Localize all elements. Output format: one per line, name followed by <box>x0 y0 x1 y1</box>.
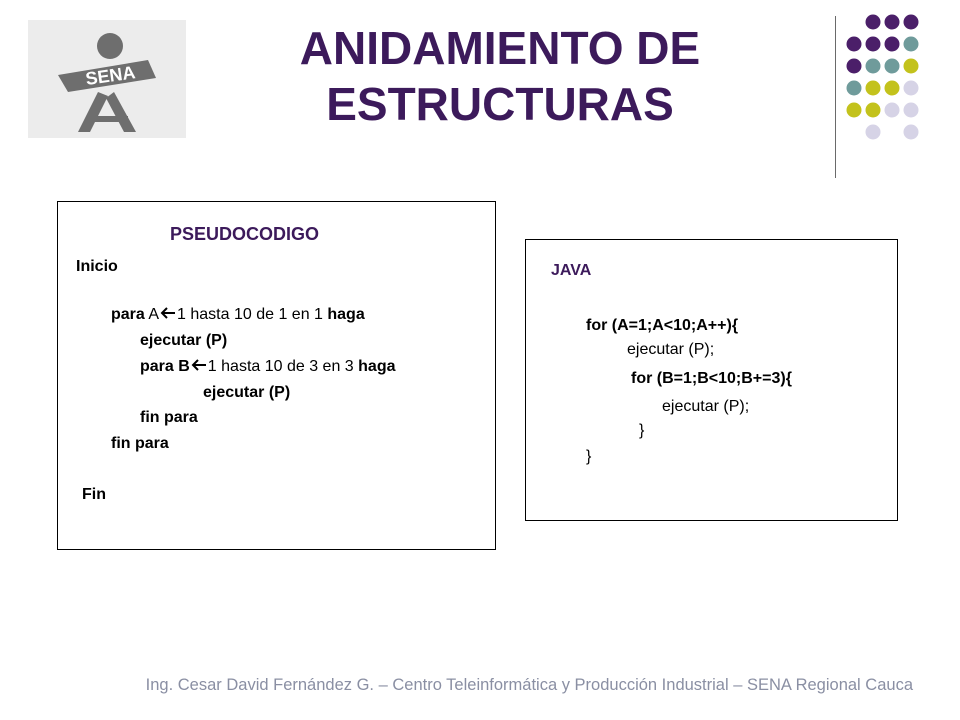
pseudo-para-a-var: A <box>144 306 160 323</box>
decorative-dots <box>840 10 950 155</box>
pseudo-fin-para-inner: fin para <box>140 409 198 426</box>
sena-logo-text: SENA <box>84 62 137 90</box>
decorative-dot <box>847 59 862 74</box>
pseudo-fin: Fin <box>82 486 106 503</box>
decorative-dot <box>847 37 862 52</box>
title-line-1: ANIDAMIENTO DE <box>299 22 701 74</box>
pseudo-inicio: Inicio <box>76 258 118 275</box>
decorative-dot <box>885 103 900 118</box>
decorative-dot <box>904 15 919 30</box>
decorative-dot <box>866 81 881 96</box>
sena-logo <box>28 20 186 138</box>
decorative-dot <box>904 125 919 140</box>
left-arrow-icon <box>159 306 177 320</box>
divider-line <box>835 16 836 178</box>
decorative-dot <box>885 15 900 30</box>
pseudo-para-b <box>140 358 395 376</box>
decorative-dot <box>866 59 881 74</box>
decorative-dot <box>904 103 919 118</box>
pseudo-fin-para-outer: fin para <box>111 435 169 452</box>
java-ejecutar-2: ejecutar (P); <box>662 398 750 415</box>
pseudo-para-a <box>111 306 365 324</box>
pseudo-para-b-rest: 1 hasta 10 de 3 en 3 <box>207 358 359 375</box>
decorative-dot <box>885 37 900 52</box>
decorative-dot <box>866 15 881 30</box>
pseudo-ejecutar-2: ejecutar (P) <box>203 384 291 401</box>
pseudo-para-a-kw: para <box>111 306 145 323</box>
pseudo-ejecutar-1: ejecutar (P) <box>140 332 228 349</box>
java-for-b: for (B=1;B<10;B+=3){ <box>631 370 792 387</box>
left-arrow-icon <box>190 358 208 372</box>
pseudo-haga-a: haga <box>327 306 365 323</box>
decorative-dot <box>847 81 862 96</box>
java-heading: JAVA <box>551 262 592 279</box>
footer-credit: Ing. Cesar David Fernández G. – Centro Teleinformática y Producción Industrial – SENA Regional Cauca <box>145 676 913 694</box>
decorative-dot <box>866 103 881 118</box>
decorative-dot <box>885 59 900 74</box>
decorative-dot <box>847 103 862 118</box>
pseudocode-heading: PSEUDOCODIGO <box>170 224 320 244</box>
decorative-dot <box>885 81 900 96</box>
decorative-dot <box>866 125 881 140</box>
pseudo-haga-b: haga <box>358 358 396 375</box>
java-close-inner: } <box>639 422 645 439</box>
java-close-outer: } <box>586 448 592 465</box>
decorative-dot <box>904 81 919 96</box>
pseudo-para-a-rest: 1 hasta 10 de 1 en 1 <box>177 306 328 323</box>
java-for-a: for (A=1;A<10;A++){ <box>586 317 739 334</box>
pseudo-para-b-kw: para B <box>140 358 190 375</box>
decorative-dot <box>866 37 881 52</box>
java-ejecutar-1: ejecutar (P); <box>627 341 715 358</box>
decorative-dot <box>904 59 919 74</box>
page-title <box>200 20 800 132</box>
decorative-dot <box>904 37 919 52</box>
title-line-2: ESTRUCTURAS <box>326 78 674 130</box>
